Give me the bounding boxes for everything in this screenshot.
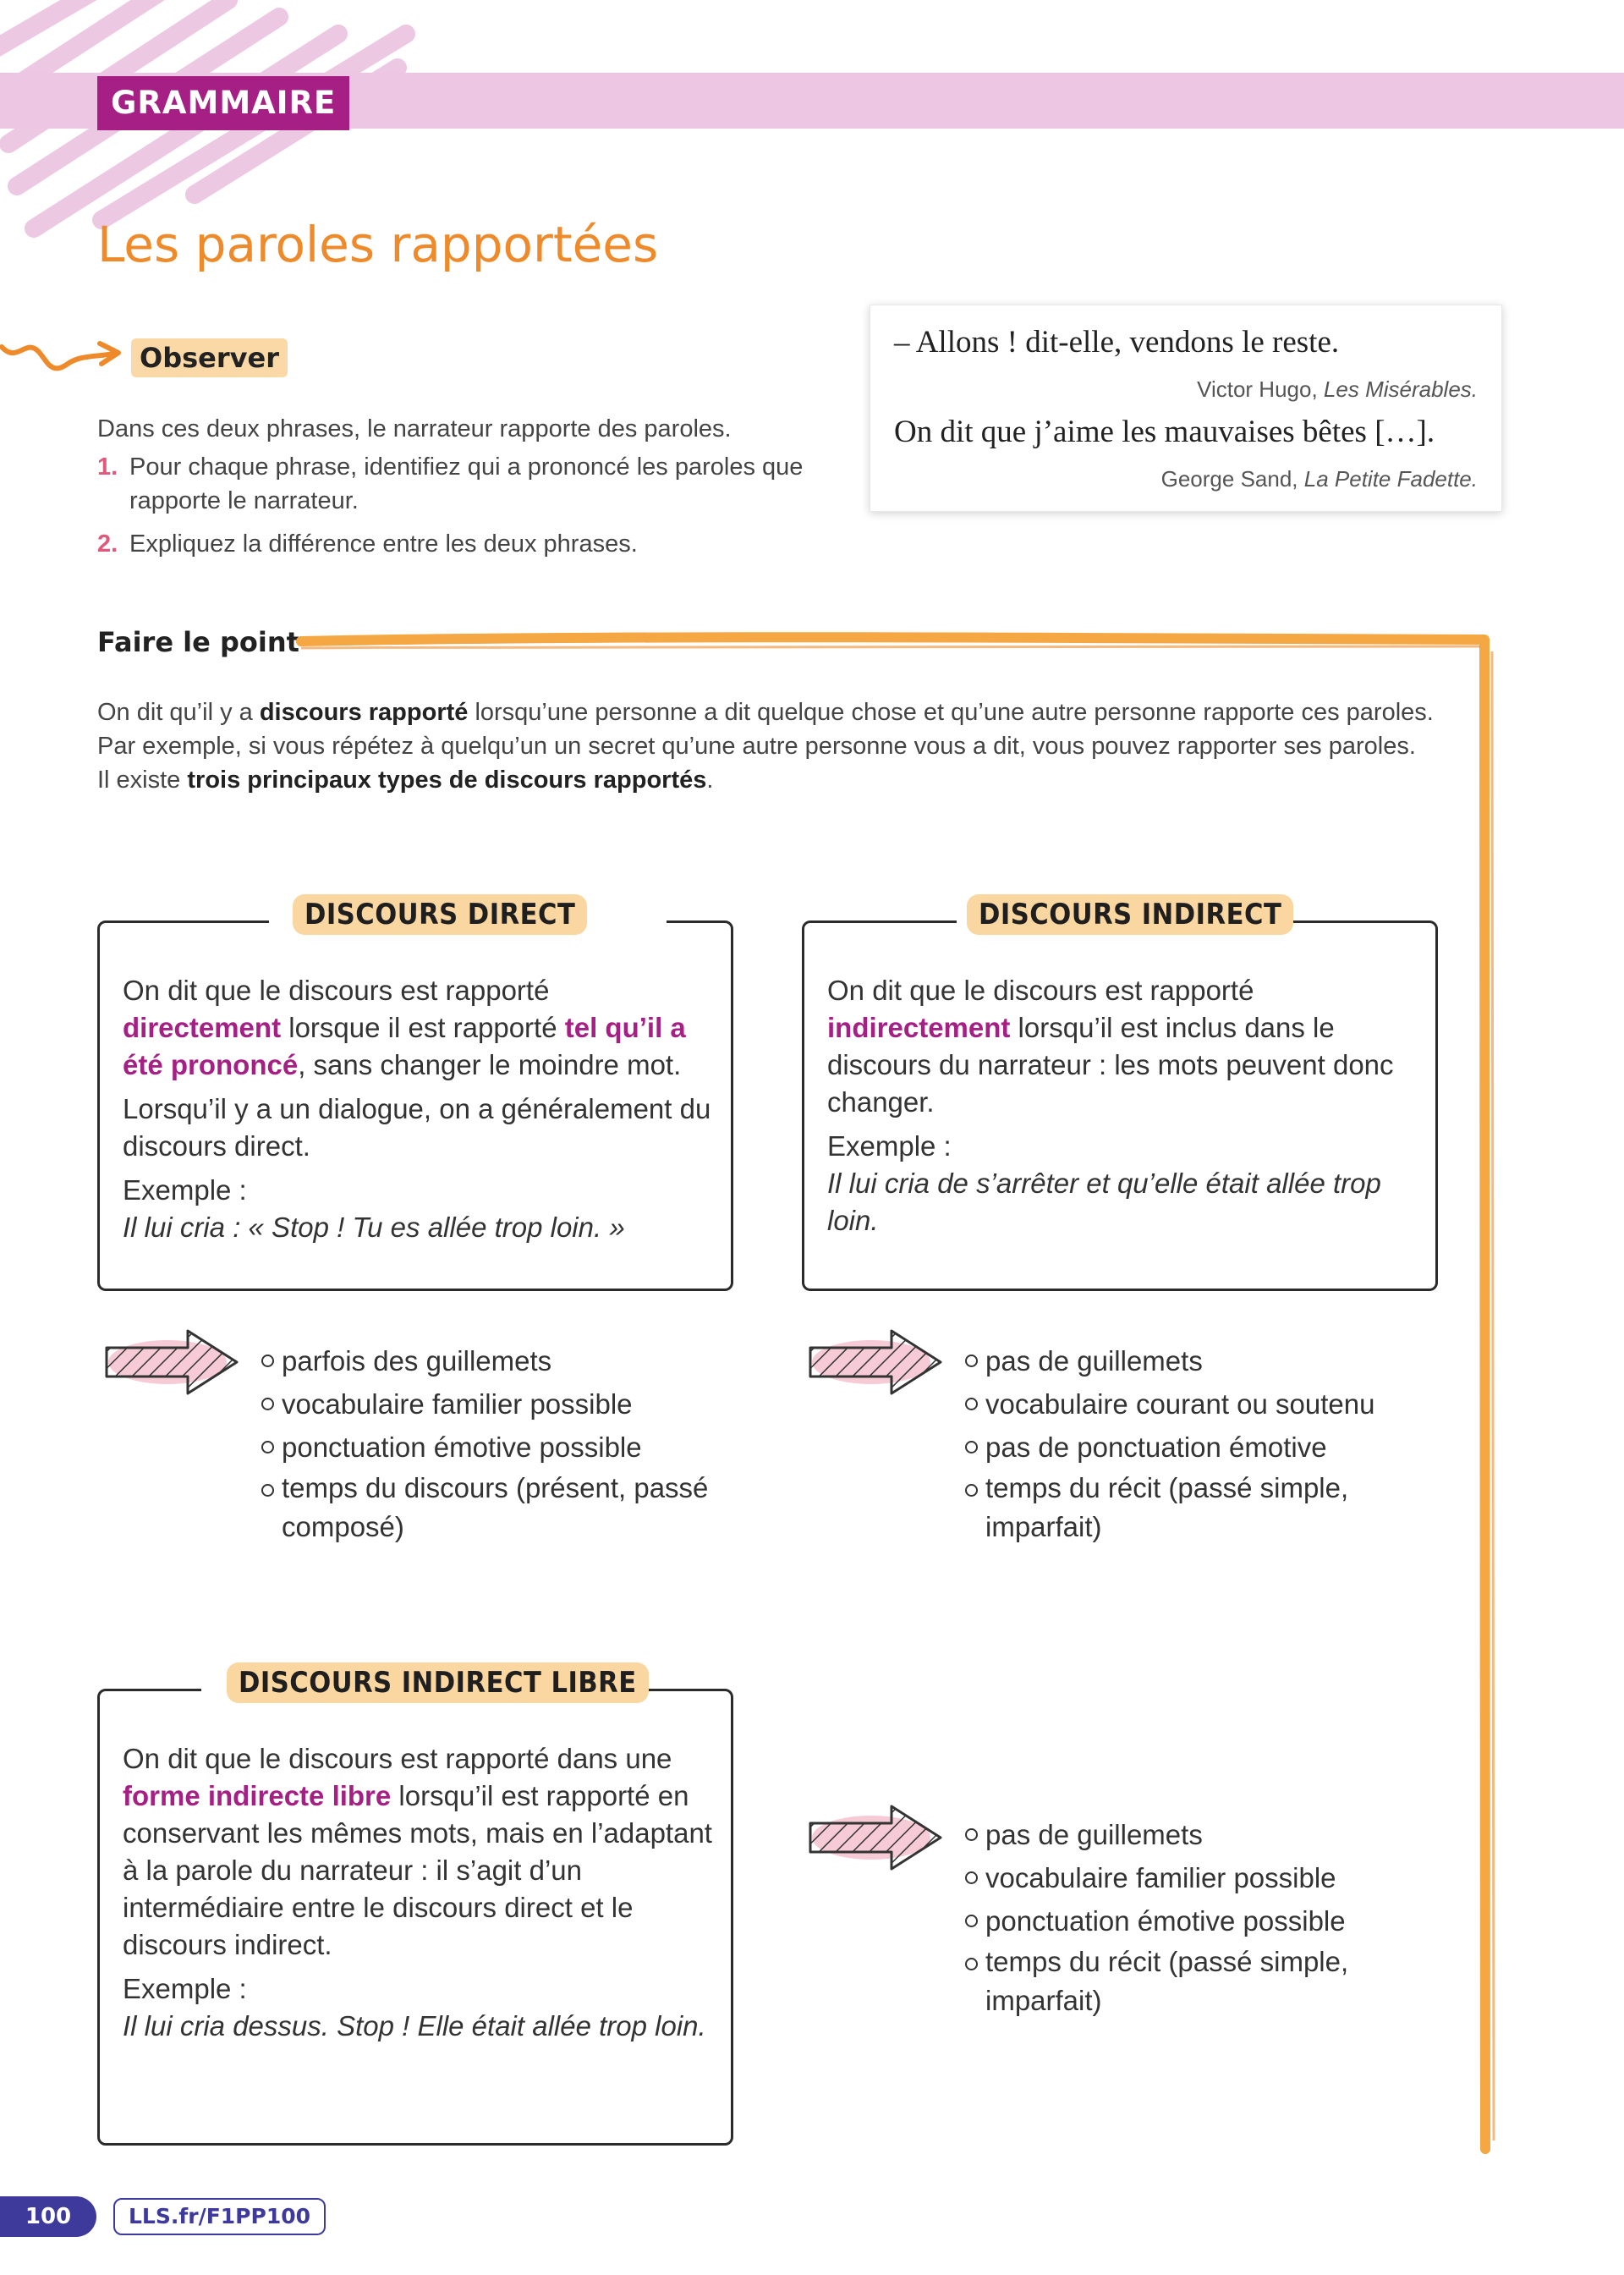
lls-link[interactable]: LLS.fr/F1PP100 <box>113 2198 326 2235</box>
libre-features-list <box>962 1813 1435 2020</box>
bold-term: discours rapporté <box>259 699 469 726</box>
highlight-term: forme indirecte libre <box>123 1780 392 1811</box>
point-title: Faire le point <box>97 626 299 658</box>
example-label: Exemple : <box>123 1174 247 1206</box>
quote-source <box>1161 466 1478 492</box>
hatched-arrow-icon <box>100 1324 252 1400</box>
direct-features-list <box>258 1339 732 1547</box>
indirect-title: DISCOURS INDIRECT <box>967 894 1293 935</box>
indirect-features-list <box>962 1339 1435 1547</box>
question-text: Pour chaque phrase, identifiez qui a prononcé les paroles que rapporte le narrateur. <box>129 453 804 514</box>
list-item: temps du récit (passé simple, imparfait) <box>962 1943 1435 2020</box>
indirect-box <box>802 898 1438 1291</box>
quote-work: Les Misérables. <box>1323 376 1478 402</box>
quote-card <box>870 305 1502 512</box>
list-item: vocabulaire familier possible <box>258 1382 732 1426</box>
section-tag: GRAMMAIRE <box>97 76 349 130</box>
list-item: pas de ponctuation émotive <box>962 1426 1435 1469</box>
quote-author: Victor Hugo, <box>1197 376 1324 402</box>
direct-body <box>123 972 715 1246</box>
squiggle-arrow-icon <box>0 330 127 381</box>
text-span: . <box>706 767 714 794</box>
page-title: Les paroles rapportées <box>97 216 659 273</box>
question-item <box>97 450 842 518</box>
highlight-term: tel qu’il a été prononcé <box>123 1012 686 1080</box>
list-item: ponctuation émotive possible <box>962 1899 1435 1943</box>
quote-source <box>1197 376 1478 403</box>
list-item: vocabulaire courant ou soutenu <box>962 1382 1435 1426</box>
list-item: temps du discours (présent, passé composé) <box>258 1469 732 1547</box>
page-number: 100 <box>0 2196 96 2237</box>
example-text: Il lui cria : « Stop ! Tu es allée trop loin. » <box>123 1212 625 1243</box>
point-paragraph <box>97 763 1451 797</box>
example-text: Il lui cria dessus. Stop ! Elle était allée trop loin. <box>123 2010 706 2041</box>
text-span: lorsque il est rapporté <box>281 1012 565 1043</box>
libre-box <box>97 1666 733 2146</box>
bold-term: trois principaux types de discours rapportés <box>187 767 707 794</box>
text-span: , sans changer le moindre mot. <box>298 1049 682 1080</box>
example-label: Exemple : <box>827 1130 952 1162</box>
highlight-term: directement <box>123 1012 282 1043</box>
point-text <box>97 695 1451 797</box>
text-span: On dit que le discours est rapporté dans une <box>123 1743 672 1774</box>
indirect-body <box>827 972 1419 1239</box>
text-span: On dit qu’il y a <box>97 699 260 726</box>
list-item: ponctuation émotive possible <box>258 1426 732 1469</box>
text-span: lorsqu’une personne a dit quelque chose et qu’une autre personne rapporte ces paroles. Par exemple, si vous répétez à quelqu’un un secret qu’une autre personne vous a dit, vous pouvez rapporter ses paroles. <box>97 699 1434 760</box>
hatched-arrow-icon <box>804 1324 956 1400</box>
observer-intro: Dans ces deux phrases, le narrateur rapporte des paroles. <box>97 415 732 442</box>
quote-author: George Sand, <box>1160 466 1304 492</box>
question-text: Expliquez la différence entre les deux phrases. <box>129 530 638 558</box>
list-item: vocabulaire familier possible <box>962 1856 1435 1899</box>
text-span: On dit que le discours est rapporté <box>827 975 1254 1006</box>
example-text: Il lui cria de s’arrêter et qu’elle était allée trop loin. <box>827 1168 1381 1236</box>
libre-title: DISCOURS INDIRECT LIBRE <box>227 1662 649 1703</box>
point-paragraph <box>97 695 1451 763</box>
hatched-arrow-icon <box>804 1800 956 1876</box>
direct-box <box>97 898 733 1291</box>
list-item: temps du récit (passé simple, imparfait) <box>962 1469 1435 1547</box>
quote-work: La Petite Fadette. <box>1303 466 1478 492</box>
direct-title: DISCOURS DIRECT <box>293 894 587 935</box>
list-item: pas de guillemets <box>962 1339 1435 1382</box>
example-label: Exemple : <box>123 1973 247 2004</box>
question-number: 1. <box>97 453 118 481</box>
observer-label: Observer <box>131 338 288 377</box>
question-item <box>97 527 842 561</box>
text-span: Il existe <box>97 767 188 794</box>
question-number: 2. <box>97 530 118 558</box>
text-span: lorsqu’il est inclus dans le discours du narrateur : les mots peuvent donc changer. <box>827 1012 1394 1118</box>
text-span: lorsqu’il est rapporté en conservant les mêmes mots, mais en l’adaptant à la parole du narrateur : il s’agit d’un intermédiaire entre le discours direct et le discours indirect. <box>123 1780 712 1960</box>
list-item: parfois des guillemets <box>258 1339 732 1382</box>
quote-text: On dit que j’aime les mauvaises bêtes […]. <box>894 415 1435 449</box>
libre-body <box>123 1740 715 2045</box>
text-span: On dit que le discours est rapporté <box>123 975 550 1006</box>
quote-text: – Allons ! dit-elle, vendons le reste. <box>894 325 1340 360</box>
list-item: pas de guillemets <box>962 1813 1435 1856</box>
text-paragraph: Lorsqu’il y a un dialogue, on a généralement du discours direct. <box>123 1093 711 1162</box>
highlight-term: indirectement <box>827 1012 1011 1043</box>
